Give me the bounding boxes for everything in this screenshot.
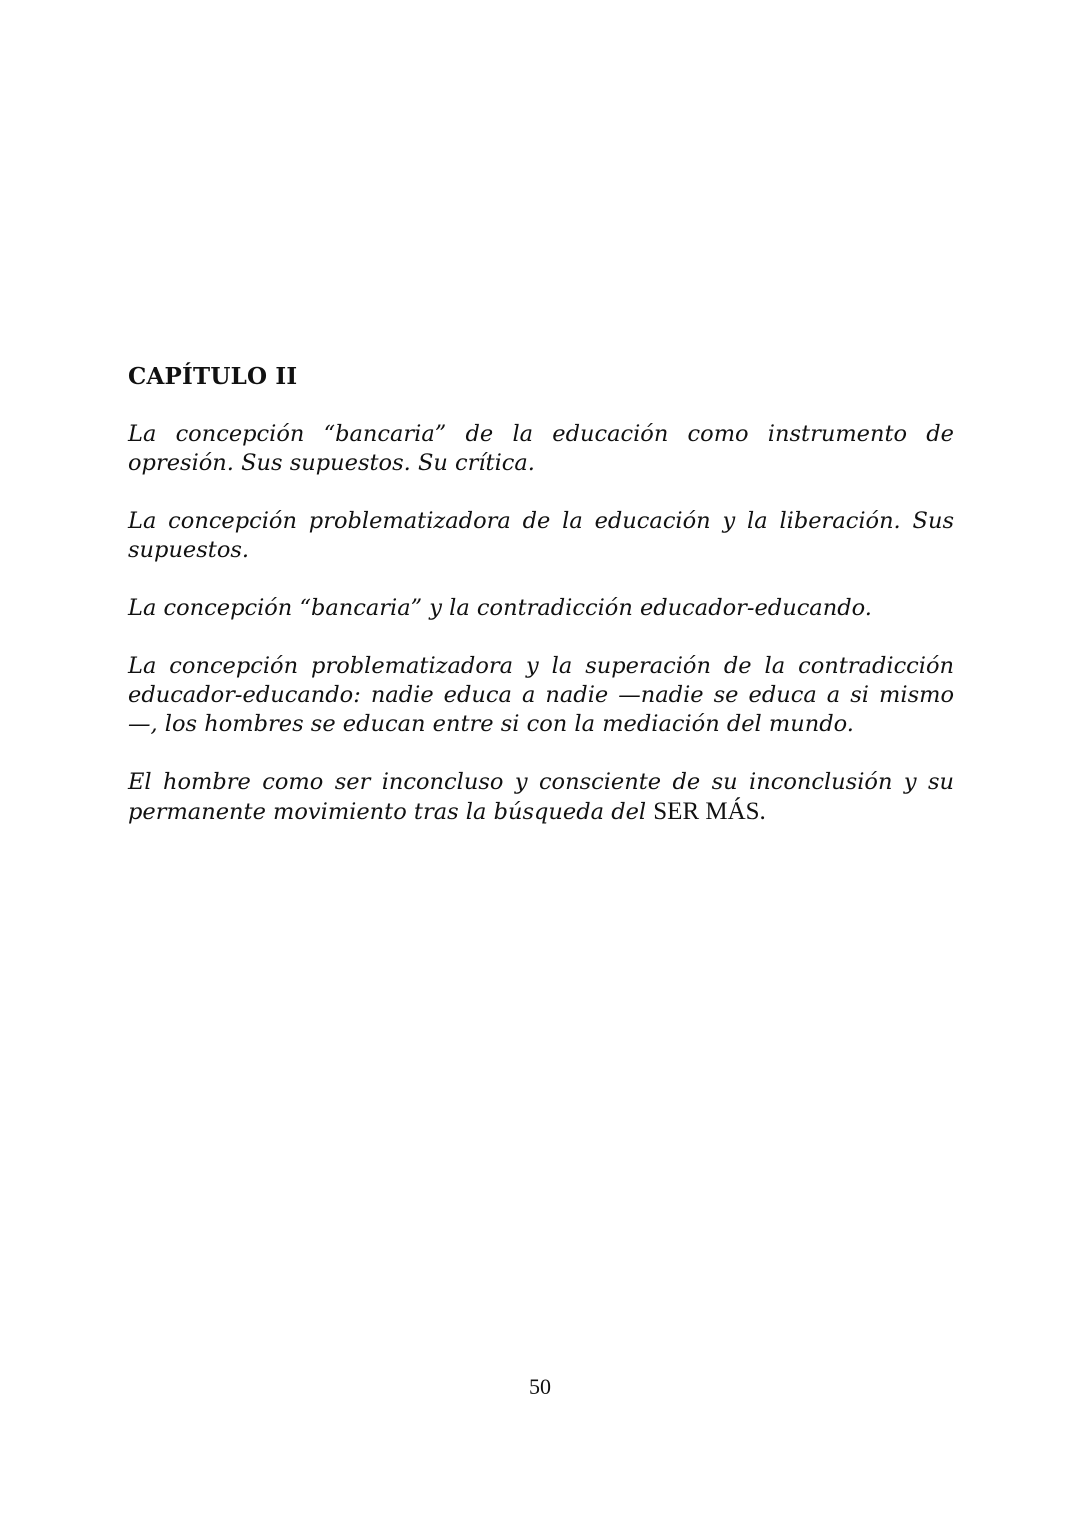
paragraph-banking-contradiction: La concepción “bancaria” y la contradicción educador-educando. [128, 595, 872, 621]
chapter-title: CAPÍTULO II [128, 363, 298, 390]
paragraph-unfinished-being [128, 768, 954, 827]
ser-mas-emphasis: SER MÁS. [653, 798, 766, 825]
page-number: 50 [529, 1374, 551, 1399]
paragraph-unfinished-being-text: El hombre como ser inconcluso y consciente de su inconclusión y su permanente movimiento tras la búsqueda del [128, 769, 954, 825]
chapter-content [128, 362, 954, 856]
paragraph-problem-posing-liberation: La concepción problematizadora de la educación y la liberación. Sus supuestos. [128, 508, 954, 563]
paragraph-overcoming-contradiction: La concepción problematizadora y la superación de la contradicción educador-educando: nadie educa a nadie —nadie se educa a si mismo—, los hombres se educan entre si con la mediación del mundo. [128, 653, 954, 737]
paragraph-banking-concept-oppression: La concepción “bancaria” de la educación como instrumento de opresión. Sus supuestos. Su crítica. [128, 421, 954, 476]
